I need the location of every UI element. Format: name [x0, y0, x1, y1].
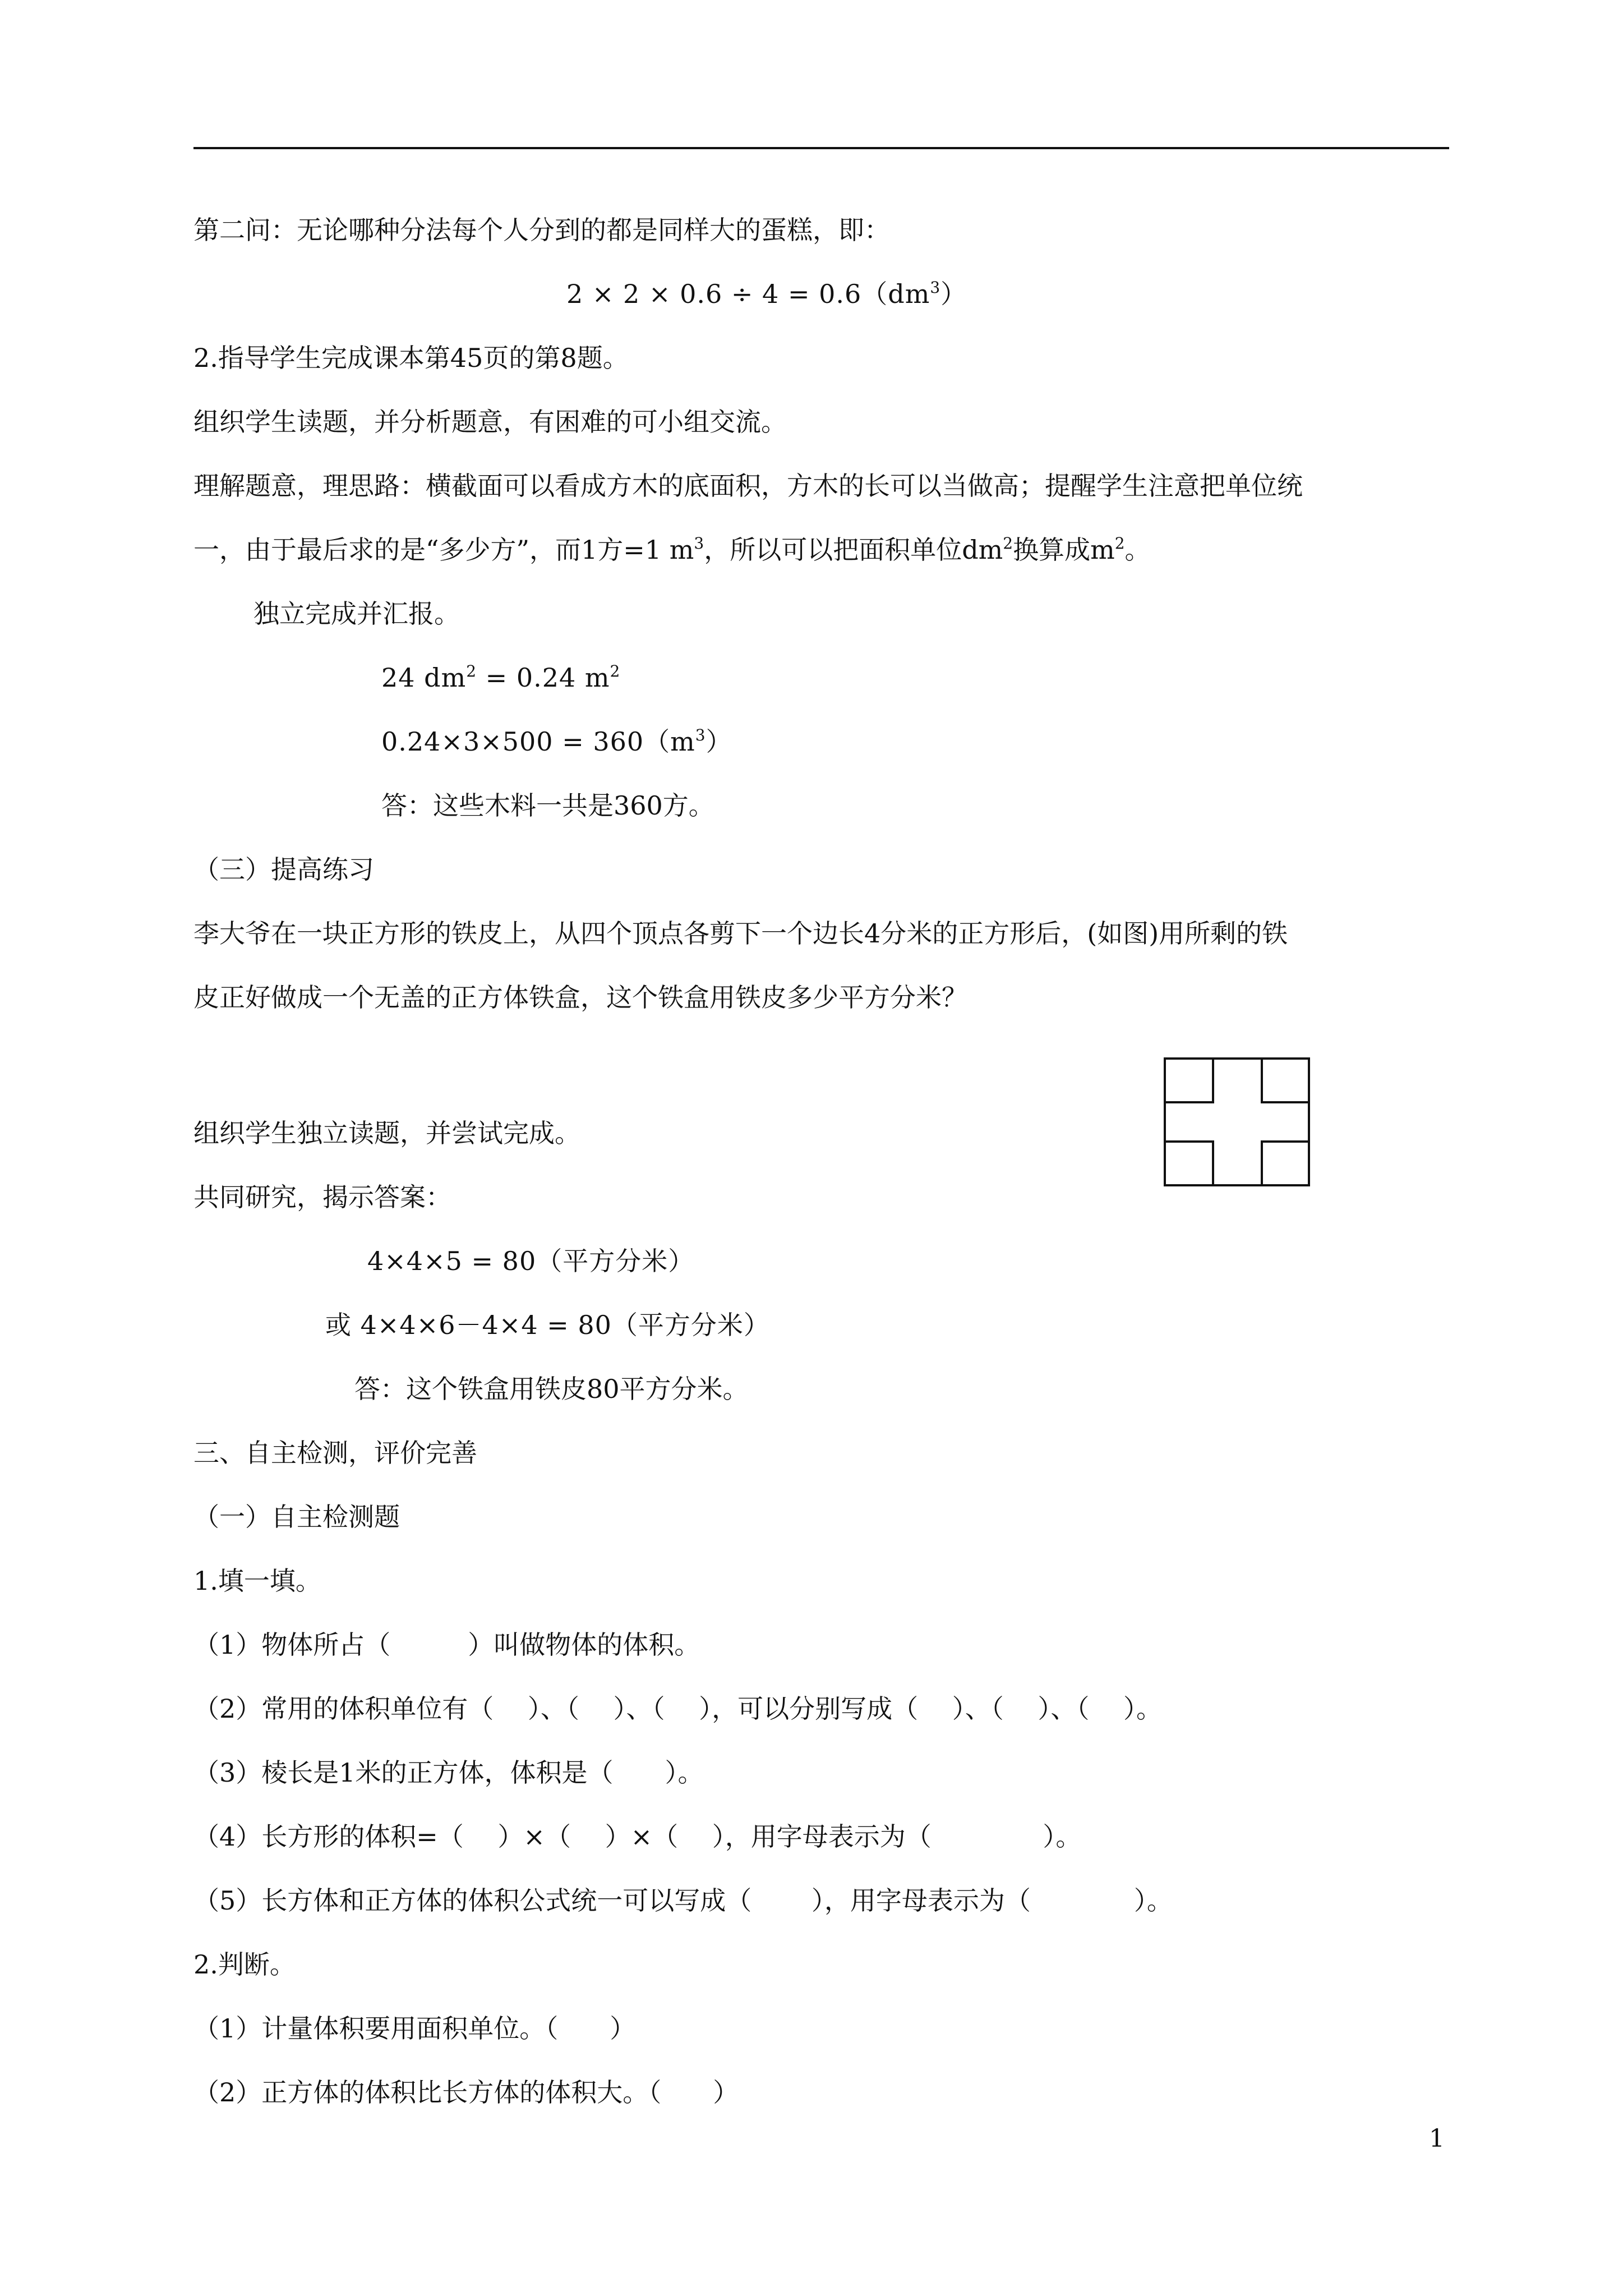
- text-line: 2.指导学生完成课本第45页的第8题。: [193, 343, 629, 373]
- section-heading: 三、自主检测，评价完善: [193, 1438, 477, 1468]
- equation-line: $0.24\times 3\times 500 = 360(m^3)$: [381, 726, 732, 757]
- text-line: 皮正好做成一个无盖的正方体铁盒，这个铁盒用铁皮多少平方分米？: [193, 982, 967, 1013]
- section-heading: （三）提高练习: [193, 854, 374, 885]
- question-heading: 2.判断。: [193, 1949, 296, 1980]
- text-line: 李大爷在一块正方形的铁皮上，从四个顶点各剪下一个边长4分米的正方形后，(如图)用所剩的铁: [193, 918, 1288, 949]
- equation-line: 24 $dm^2 = 0.24$ $m^2$: [381, 662, 621, 693]
- page-number: 1: [1429, 2124, 1445, 2153]
- question-heading: 1.填一填。: [193, 1566, 321, 1596]
- text-line: 组织学生读题，并分析题意，有困难的可小组交流。: [193, 407, 787, 437]
- text-line: 共同研究，揭示答案：: [193, 1182, 451, 1212]
- text-line: 一，由于最后求的是“多少方”，而1方=1 $m^3$，所以可以把面积单位$dm^2$换算成$m^2$。: [193, 534, 1151, 565]
- corner-cut-bottom-right: [1262, 1142, 1309, 1185]
- text-line: 理解题意，理思路：横截面可以看成方木的底面积，方木的长可以当做高；提醒学生注意把单位统: [193, 471, 1303, 501]
- corner-cut-top-right: [1262, 1059, 1309, 1102]
- question-item: （1）计量体积要用面积单位。（ ）: [193, 2013, 636, 2044]
- question-item: （1）物体所占（ ）叫做物体的体积。: [193, 1630, 700, 1660]
- equation-line: 4×4×5 = 80（平方分米）: [367, 1246, 695, 1276]
- text-line: 第二问：无论哪种分法每个人分到的都是同样大的蛋糕，即：: [193, 215, 890, 245]
- corner-cut-bottom-left: [1165, 1142, 1213, 1185]
- header-rule: [193, 147, 1449, 149]
- question-item: （5）长方体和正方体的体积公式统一可以写成（ ），用字母表示为（ ）。: [193, 1885, 1173, 1916]
- question-item: （2）常用的体积单位有（ ）、（ ）、（ ），可以分别写成（ ）、（ ）、（ ）。: [193, 1694, 1162, 1724]
- text-line: 组织学生独立读题，并尝试完成。: [193, 1118, 580, 1148]
- question-item: （2）正方体的体积比长方体的体积大。（ ）: [193, 2077, 739, 2108]
- question-item: （4）长方形的体积=（ ）×（ ）×（ ），用字母表示为（ ）。: [193, 1821, 1082, 1852]
- answer-line: 答：这个铁盒用铁皮80平方分米。: [354, 1374, 749, 1404]
- section-heading: （一）自主检测题: [193, 1502, 400, 1532]
- equation-line: 或 4×4×6－4×4 = 80（平方分米）: [325, 1310, 770, 1340]
- corner-cut-top-left: [1165, 1059, 1213, 1102]
- text-line: 独立完成并汇报。: [253, 599, 460, 629]
- equation-line: $2 \times 2 \times 0.6 \div 4 = 0.6(dm^3)$: [566, 278, 967, 309]
- square-outline: [1165, 1059, 1309, 1185]
- cross-net-figure: [1164, 1057, 1310, 1186]
- answer-line: 答：这些木料一共是360方。: [381, 790, 714, 821]
- question-item: （3）棱长是1米的正方体，体积是（ ）。: [193, 1757, 704, 1788]
